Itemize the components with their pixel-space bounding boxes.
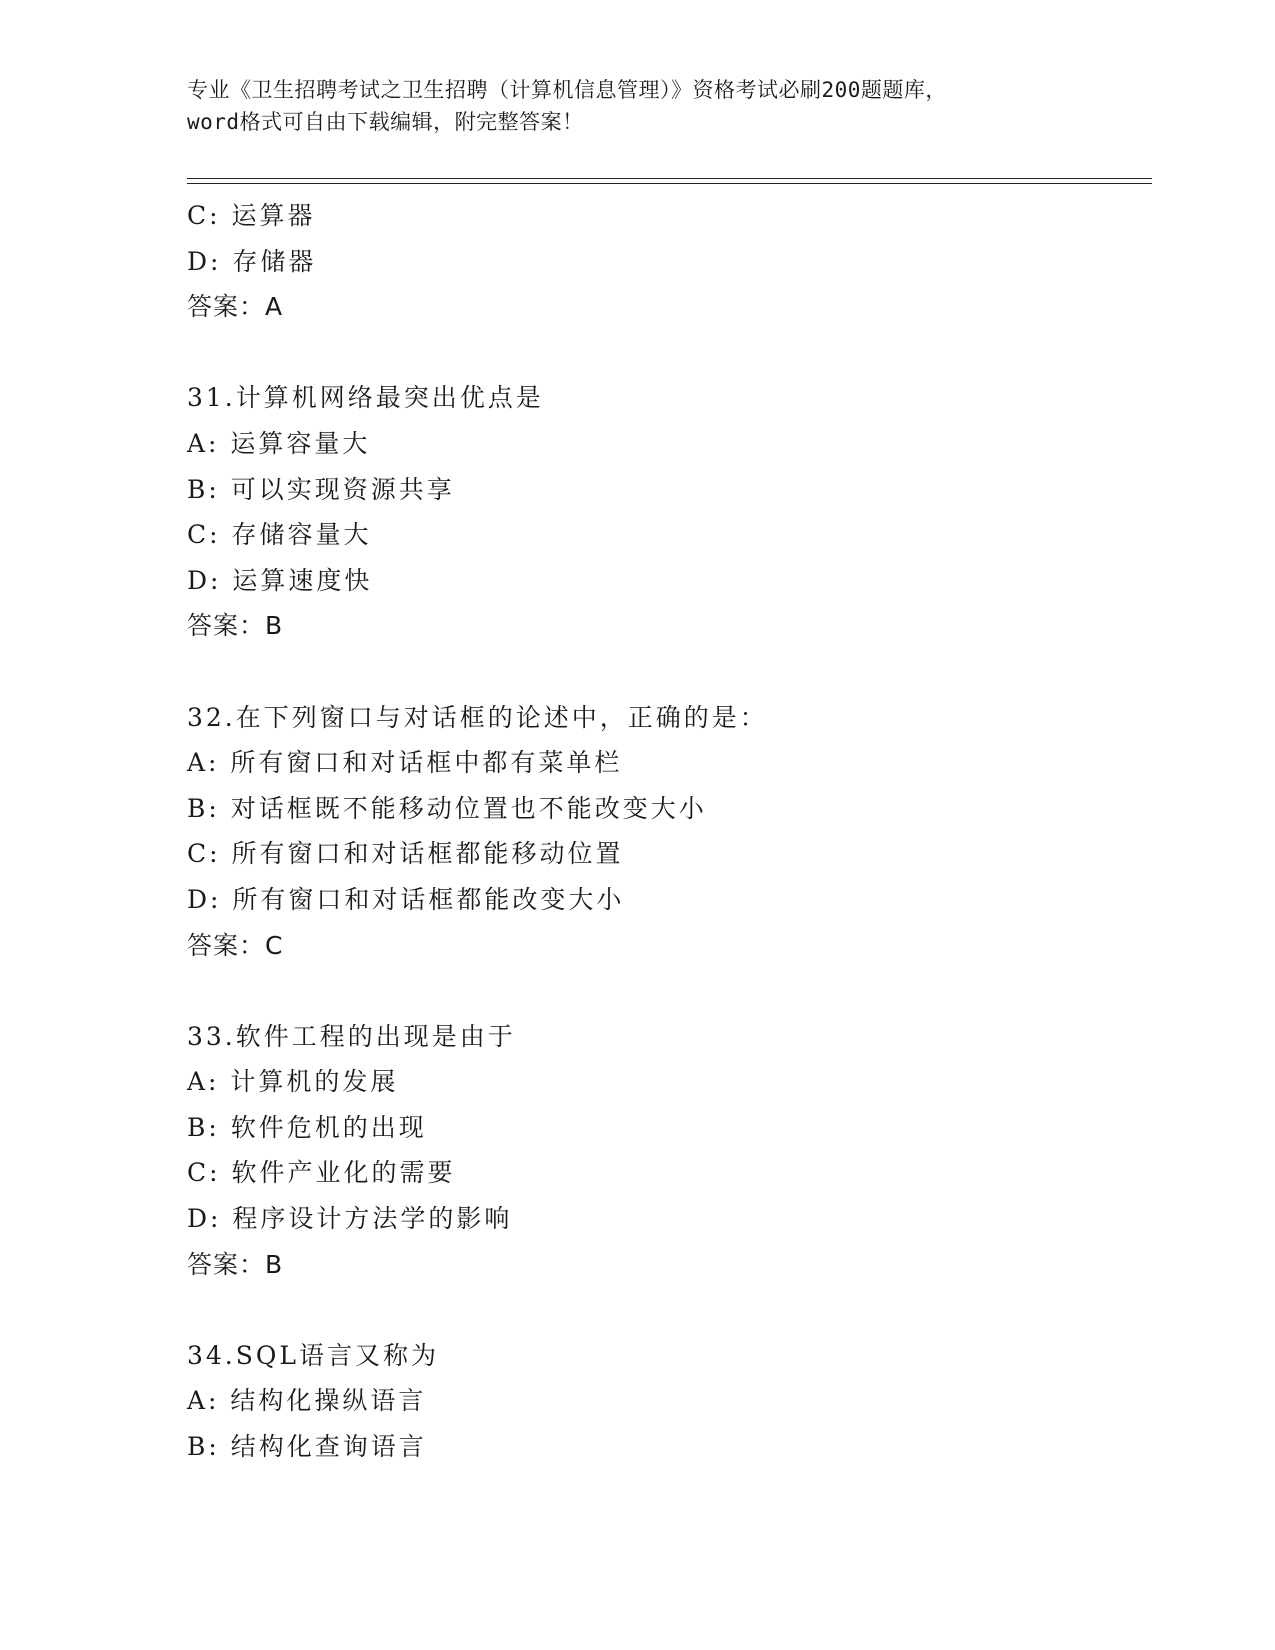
option-c: C: 存储容量大 xyxy=(187,520,372,550)
option-b: B: 软件危机的出现 xyxy=(187,1112,427,1142)
question-block-33 xyxy=(187,1014,1147,1288)
option-d: D: 所有窗口和对话框都能改变大小 xyxy=(187,884,625,914)
answer-line: 答案：B xyxy=(187,1249,284,1279)
question-block-31 xyxy=(187,375,1147,649)
option-a: A: 计算机的发展 xyxy=(187,1067,399,1097)
question-text: 31.计算机网络最突出优点是 xyxy=(187,383,544,413)
document-header xyxy=(187,74,1087,138)
question-list xyxy=(187,193,1147,1470)
question-text: 32.在下列窗口与对话框的论述中，正确的是： xyxy=(187,702,768,732)
answer-line: 答案：B xyxy=(187,611,284,641)
option-c: C: 运算器 xyxy=(187,201,316,230)
header-divider-top xyxy=(187,178,1152,179)
question-block-34 xyxy=(187,1333,1147,1470)
option-d: D: 运算速度快 xyxy=(187,565,373,595)
header-line-2: word格式可自由下载编辑，附完整答案！ xyxy=(187,110,584,134)
spacer xyxy=(187,1287,1147,1333)
option-b: B: 结构化查询语言 xyxy=(187,1432,427,1462)
option-d: D: 存储器 xyxy=(187,246,317,276)
spacer xyxy=(187,330,1147,376)
question-text: 33.软件工程的出现是由于 xyxy=(187,1021,516,1051)
option-b: B: 对话框既不能移动位置也不能改变大小 xyxy=(187,793,707,823)
question-block-prev xyxy=(187,193,1147,330)
spacer xyxy=(187,968,1147,1014)
option-c: C: 软件产业化的需要 xyxy=(187,1158,456,1188)
answer-line: 答案：C xyxy=(187,930,284,960)
question-text: 34.SQL语言又称为 xyxy=(187,1340,439,1370)
option-a: A: 运算容量大 xyxy=(187,428,371,458)
header-line-1: 专业《卫生招聘考试之卫生招聘（计算机信息管理）》资格考试必刷200题题库， xyxy=(187,78,947,102)
option-c: C: 所有窗口和对话框都能移动位置 xyxy=(187,839,624,869)
option-d: D: 程序设计方法学的影响 xyxy=(187,1204,513,1234)
spacer xyxy=(187,649,1147,695)
answer-line: 答案：A xyxy=(187,292,284,322)
question-block-32 xyxy=(187,695,1147,969)
option-a: A: 结构化操纵语言 xyxy=(187,1386,427,1416)
option-a: A: 所有窗口和对话框中都有菜单栏 xyxy=(187,748,623,778)
header-divider-bottom xyxy=(187,183,1152,184)
option-b: B: 可以实现资源共享 xyxy=(187,474,455,504)
